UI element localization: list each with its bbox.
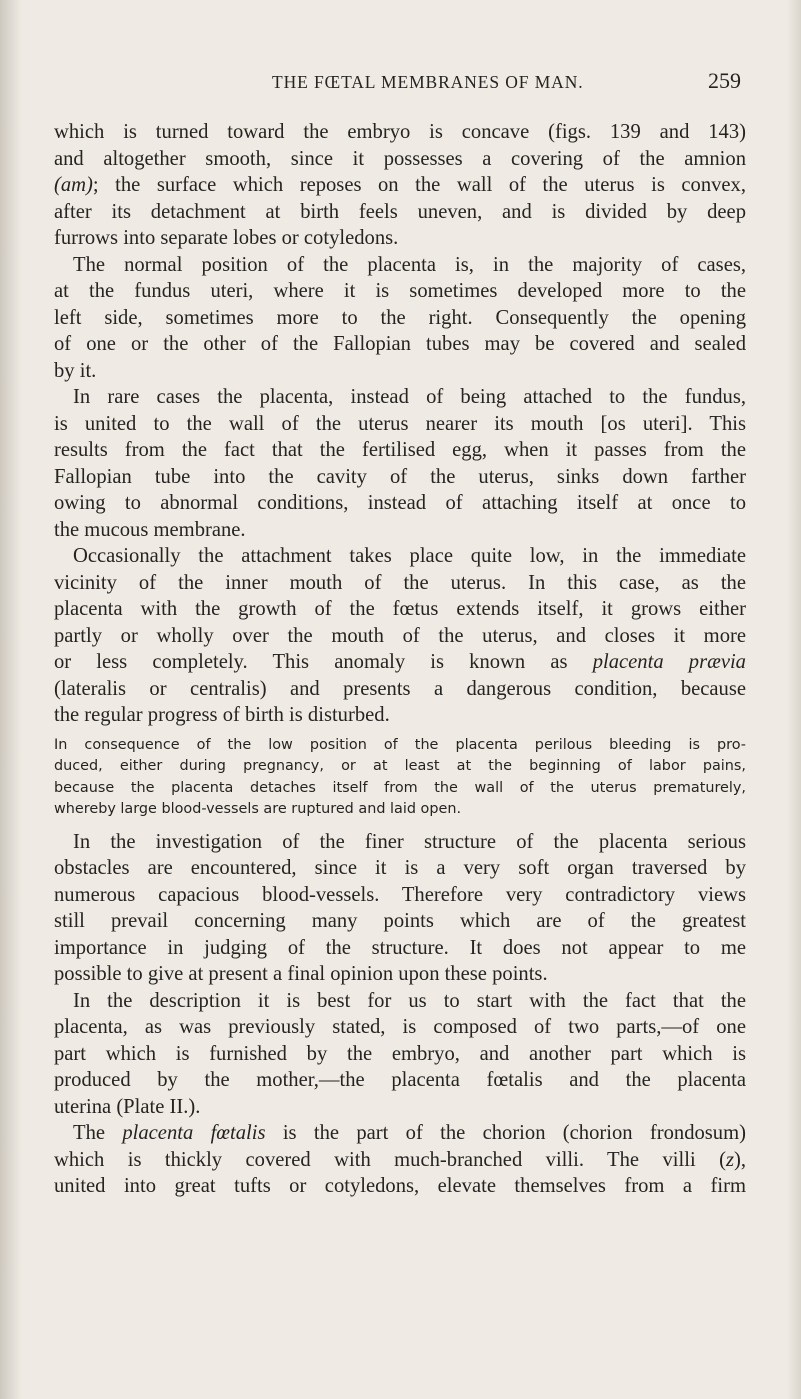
text-line — [54, 1147, 746, 1174]
small-text-line: In consequence of the low position of the placenta perilous bleeding is pro- — [54, 736, 746, 753]
text-span: or less completely. This anomaly is known as — [54, 651, 568, 673]
text-line: results from the fact that the fertilised egg, when it passes from the — [54, 439, 746, 461]
text-line: (lateralis or centralis) and presents a dangerous condition, because — [54, 677, 746, 700]
text-line — [54, 649, 746, 676]
text-line: which is turned toward the embryo is concave (figs. 139 and 143) — [54, 121, 746, 143]
small-text-line: duced, either during pregnancy, or at least at the beginning of labor pains, — [54, 758, 746, 774]
page-gutter-shadow — [0, 0, 22, 1399]
text-line: vicinity of the inner mouth of the uterus. In this case, as the — [54, 571, 746, 594]
page-header — [0, 70, 801, 96]
paragraph — [54, 829, 746, 988]
italic-term: placenta prævia — [592, 651, 746, 673]
italic-term: z — [725, 1148, 734, 1171]
text-line: produced by the mother,—the placenta fœtalis and the placenta — [54, 1069, 746, 1091]
text-line: owing to abnormal conditions, instead of attaching itself at once to — [54, 492, 746, 514]
paragraph — [54, 1120, 746, 1200]
text-line: possible to give at present a final opinion upon these points. — [54, 963, 548, 985]
text-line — [54, 1120, 746, 1147]
text-line: of one or the other of the Fallopian tubes may be covered and sealed — [54, 333, 746, 355]
text-span: ; the surface which reposes on the wall of the uterus is convex, — [92, 174, 746, 196]
text-line: The normal position of the placenta is, in the majority of cases, — [73, 253, 746, 276]
body-text — [54, 119, 746, 1200]
text-line: by it. — [54, 359, 97, 382]
text-line: importance in judging of the structure. It does not appear to me — [54, 936, 746, 959]
text-line: obstacles are encountered, since it is a very soft organ traversed by — [54, 857, 746, 879]
text-line: part which is furnished by the embryo, and another part which is — [54, 1042, 746, 1065]
text-line: Fallopian tube into the cavity of the uterus, sinks down farther — [54, 465, 746, 488]
text-span: is the part of the chorion (chorion frondosum) — [282, 1122, 746, 1144]
paragraph — [54, 384, 746, 543]
text-line: In the description it is best for us to start with the fact that the — [73, 989, 746, 1012]
text-line: at the fundus uteri, where it is sometimes developed more to the — [54, 280, 746, 302]
text-line: placenta with the growth of the fœtus extends itself, it grows either — [54, 598, 746, 620]
text-line: In the investigation of the finer structure of the placenta serious — [73, 830, 746, 853]
small-text-line: because the placenta detaches itself from the wall of the uterus prematurely, — [54, 779, 746, 796]
text-line: the mucous membrane. — [54, 518, 246, 541]
paragraph — [54, 252, 746, 385]
page-edge-shadow — [787, 0, 801, 1399]
text-line — [54, 172, 746, 199]
text-line: In rare cases the placenta, instead of being attached to the fundus, — [73, 386, 746, 408]
italic-term: (am) — [54, 174, 93, 196]
page-number: 259 — [708, 68, 741, 93]
italic-term: placenta fœtalis — [122, 1122, 266, 1144]
text-line: uterina (Plate II.). — [54, 1095, 201, 1118]
text-line: Occasionally the attachment takes place quite low, in the immediate — [73, 545, 746, 567]
paragraph — [54, 543, 746, 729]
paragraph — [54, 119, 746, 252]
small-print-note — [54, 735, 746, 821]
text-line: furrows into separate lobes or cotyledons. — [54, 227, 399, 249]
text-line: the regular progress of birth is disturbed. — [54, 704, 390, 726]
text-line: still prevail concerning many points which are of the greatest — [54, 910, 746, 932]
text-line: placenta, as was previously stated, is composed of two parts,—of one — [54, 1016, 746, 1038]
text-line: numerous capacious blood-vessels. Therefore very contradictory views — [54, 883, 746, 906]
text-line: is united to the wall of the uterus nearer its mouth [os uteri]. This — [54, 412, 746, 435]
text-span: ), — [733, 1148, 746, 1171]
text-line: and altogether smooth, since it possesses a covering of the amnion — [54, 147, 746, 170]
text-line: after its detachment at birth feels uneven, and is divided by deep — [54, 200, 746, 223]
text-span: The — [73, 1122, 106, 1144]
small-text-line: whereby large blood-vessels are ruptured and laid open. — [54, 801, 462, 817]
paragraph — [54, 988, 746, 1121]
text-line: left side, sometimes more to the right. Consequently the opening — [54, 306, 746, 329]
text-line: partly or wholly over the mouth of the uterus, and closes it more — [54, 624, 746, 647]
running-head: THE FŒTAL MEMBRANES OF MAN. — [272, 72, 584, 92]
text-span: which is thickly covered with much-branched villi. The villi ( — [54, 1148, 726, 1171]
text-line: united into great tufts or cotyledons, elevate themselves from a firm — [54, 1175, 746, 1197]
